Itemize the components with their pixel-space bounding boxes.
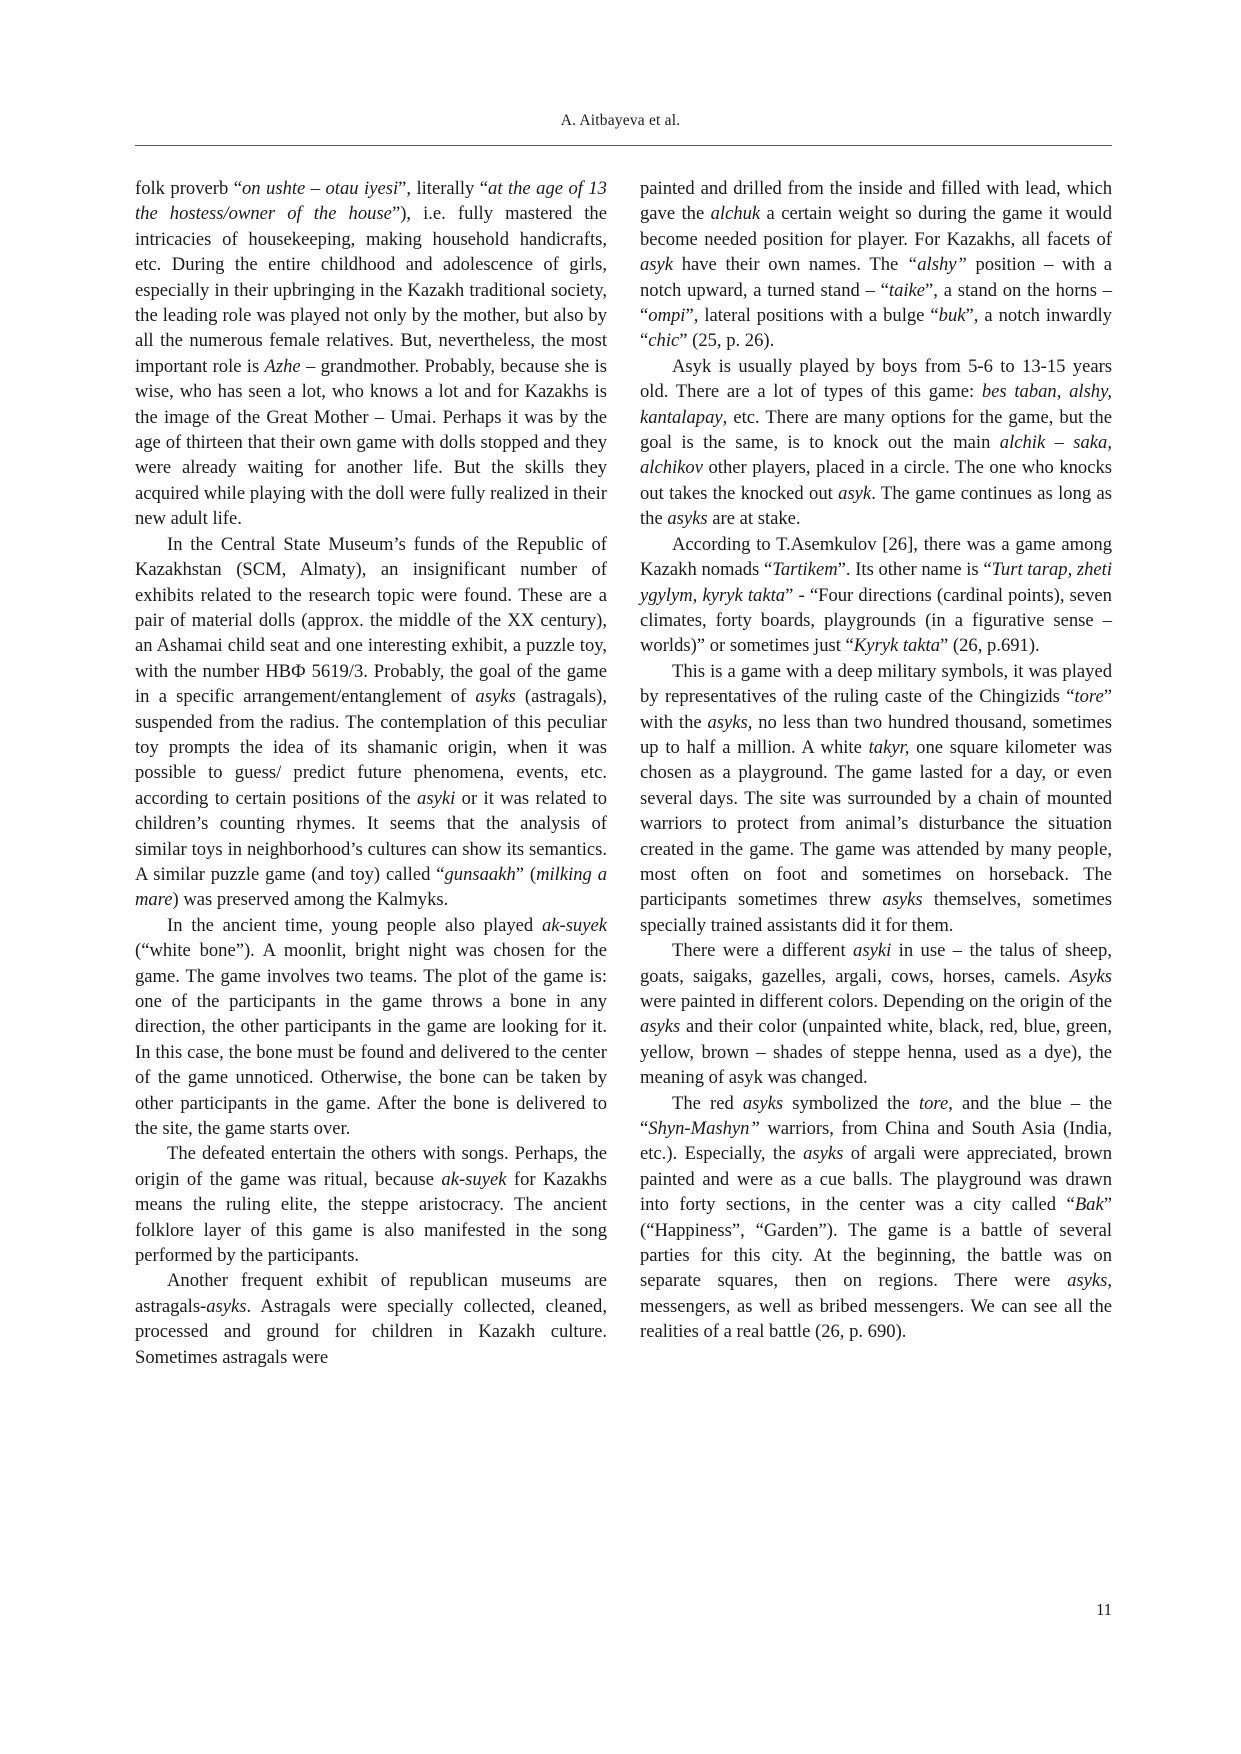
italic-text: Kyryk takta (853, 635, 941, 657)
body-text: ”, literally “ (398, 178, 489, 199)
body-text: According to T.Asemkulov [26], there was a game among Kazakh nomads “ (640, 533, 1112, 581)
body-text: There were a different (672, 940, 854, 962)
right-text-column (640, 176, 1112, 1345)
body-text: ”. Its other name is “ (837, 559, 992, 581)
italic-text: asyks (640, 1016, 681, 1038)
italic-text: asyks (882, 889, 923, 911)
body-text: This is a game with a deep military symbols, it was played by representatives of the ruling caste of the Chingizids “ (640, 660, 1112, 708)
italic-text: tore (918, 1092, 949, 1114)
body-text: a certain weight so during the game it would become needed position for player. For Kazakhs, all facets of (640, 203, 1112, 250)
body-text: ”), i.e. fully mastered the intricacies of housekeeping, making household handicrafts, etc. During the entire childhood and adolescence of girls, especially in their upbringing in the Kazakh traditional society, the leading role was played not only by the mother, but also by all the numerous female relatives. But, nevertheless, the most important role is (135, 203, 607, 377)
italic-text: gunsaakh (444, 863, 516, 885)
italic-text: asyki (853, 940, 892, 962)
italic-text: Shyn-Mashyn” (648, 1118, 760, 1140)
body-text: ”, a notch inwardly “ (640, 305, 1112, 352)
italic-text: Asyks (1069, 965, 1112, 987)
italic-text: asyks (1067, 1270, 1108, 1292)
header-rule (135, 145, 1112, 146)
italic-text: asyks (742, 1092, 784, 1114)
italic-text: alchik – saka, alchikov (640, 432, 1112, 479)
italic-text: ompi (648, 305, 686, 327)
italic-text: asyk (640, 254, 674, 276)
italic-text: asyks (667, 508, 708, 530)
body-text: and their color (unpainted white, black, red, blue, green, yellow, brown – shades of steppe henna, used as a dye), the meaning of asyk was changed. (640, 1016, 1112, 1089)
right-column-paragraph (640, 659, 1112, 938)
body-text: Asyk is usually played by boys from 5-6 to 13-15 years old. There are a lot of types of this game: (640, 355, 1112, 403)
body-text: for Kazakhs means the ruling elite, the steppe aristocracy. The ancient folklore layer of this game is also manifested in the song performed by the participants. (135, 1168, 607, 1267)
right-column-paragraph (640, 354, 1112, 532)
body-text: The defeated entertain the others with songs. Perhaps, the origin of the game was ritual, because (135, 1143, 607, 1190)
italic-text: ak-suyek (541, 914, 607, 936)
italic-text: alchuk (710, 203, 761, 225)
italic-text: Bak (1074, 1194, 1104, 1216)
body-text: position – with a notch upward, a turned stand – “ (640, 254, 1112, 301)
body-text: ) was preserved among the Kalmyks. (172, 889, 449, 911)
left-column-paragraph (135, 1141, 607, 1268)
body-text: have their own names. The (673, 254, 907, 276)
italic-text: asyks (206, 1295, 247, 1317)
body-text: painted and drilled from the inside and filled with lead, which gave the (640, 178, 1112, 225)
italic-text: ak-suyek (441, 1168, 507, 1190)
body-text: warriors, from China and South Asia (India, etc.). Especially, the (640, 1118, 1112, 1165)
right-column-paragraph (640, 176, 1112, 354)
italic-text: bes taban, alshy, kantalapay (640, 381, 1112, 428)
italic-text: asyki (417, 787, 456, 809)
italic-text: asyks (803, 1143, 844, 1165)
italic-text: “alshy” (906, 254, 967, 276)
right-column-paragraph (640, 938, 1112, 1090)
italic-text: on ushte – otau iyesi (241, 178, 399, 199)
body-text: Another frequent exhibit of republican museums are astragals- (135, 1270, 607, 1317)
body-text: no less than two hundred thousand, sometimes up to half a million. A white (640, 711, 1112, 758)
italic-text: chic (648, 330, 680, 352)
left-column-paragraph (135, 176, 607, 532)
body-text: , and the blue – the “ (640, 1092, 1112, 1140)
body-text: – grandmother. Probably, because she is wise, who has seen a lot, who knows a lot and for Kazakhs is the image of the Great Mother – Umai. Perhaps it was by the age of thirteen that their own game with dolls stopped and they were already waiting for another life. But the skills they acquired while playing with the doll were fully realized in their new adult life. (135, 355, 607, 530)
body-text: or it was related to children’s counting rhymes. It seems that the analysis of similar toys in neighborhood’s cultures can show its semantics. A similar puzzle game (and toy) called “ (135, 787, 607, 885)
body-text: ” (“Happiness”, “Garden”). The game is a battle of several parties for this city. At the beginning, the battle was on separate squares, then on regions. There were (640, 1194, 1112, 1292)
page-number: 11 (1096, 1600, 1112, 1619)
italic-text: asyks, (707, 711, 753, 733)
body-text: ”, lateral positions with a bulge “ (685, 305, 939, 327)
italic-text: at the age of 13 the hostess/owner of the house (135, 178, 607, 225)
italic-text: tore (1074, 686, 1104, 708)
body-text: . Astragals were specially collected, cleaned, processed and ground for children in Kazakh culture. Sometimes astragals were (135, 1295, 607, 1368)
body-text: (“white bone”). A moonlit, bright night was chosen for the game. The game involves two teams. The plot of the game is: one of the participants in the game throws a bone in any direction, the other participants in the game are looking for it. In this case, the bone must be found and delivered to the center of the game unnoticed. Otherwise, the bone can be taken by other participants in the game. After the bone is delivered to the site, the game starts over. (135, 940, 607, 1140)
body-text: ” - “Four directions (cardinal points), seven climates, forty boards, playgrounds (in a figurative sense – worlds)” or sometimes just “ (640, 584, 1112, 657)
body-text: other players, placed in a circle. The one who knocks out takes the knocked out (640, 457, 1112, 504)
left-column-paragraph (135, 913, 607, 1142)
body-text: themselves, sometimes specially trained assistants did it for them. (640, 889, 1112, 936)
body-text: of argali were appreciated, brown painted and were as a cue balls. The playground was drawn into forty sections, in the center was a city called “ (640, 1143, 1112, 1216)
body-text: ”, a stand on the horns – “ (640, 279, 1112, 327)
body-text: one square kilometer was chosen as a playground. The game lasted for a day, or even several days. The site was surrounded by a chain of mounted warriors to protect from animal’s disturbance the situation created in the game. The game was attended by many people, most often on foot and sometimes on horseback. The participants sometimes threw (640, 736, 1112, 911)
body-text: are at stake. (707, 508, 801, 530)
body-text: ” (25, p. 26). (679, 330, 775, 352)
italic-text: milking a mare (135, 863, 608, 911)
body-text: (astragals), suspended from the radius. The contemplation of this peculiar toy prompts the idea of its shamanic origin, when it was possible to guess/ predict future phenomena, events, etc. according to certain positions of the (135, 686, 607, 809)
body-text: in use – the talus of sheep, goats, saigaks, gazelles, argali, cows, horses, camels. (640, 940, 1112, 987)
body-text: , etc. There are many options for the game, but the goal is the same, is to knock out the main (640, 406, 1112, 454)
italic-text: takyr, (868, 736, 910, 758)
body-text: ” (26, p.691). (940, 635, 1040, 657)
italic-text: Turt tarap, zheti ygylym, kyryk takta (640, 559, 1112, 606)
body-text: ” with the (640, 686, 1112, 733)
body-text: were painted in different colors. Depending on the origin of the (640, 991, 1112, 1012)
body-text: . The game continues as long as the (640, 482, 1113, 530)
italic-text: Azhe (264, 355, 301, 377)
left-column-paragraph (135, 532, 607, 913)
left-text-column (135, 176, 607, 1370)
italic-text: buk (938, 305, 966, 327)
body-text: In the Central State Museum’s funds of the Republic of Kazakhstan (SCM, Almaty), an insignificant number of exhibits related to the research topic were found. These are a pair of material dolls (approx. the middle of the XX century), an Ashamai child seat and one interesting exhibit, a puzzle toy, with the number НВФ 5619/3. Probably, the goal of the game in a specific arrangement/entanglement of (135, 533, 607, 708)
right-column-paragraph (640, 532, 1112, 659)
running-head: A. Aitbayeva et al. (560, 112, 681, 129)
body-text: , messengers, as well as bribed messengers. We can see all the realities of a real battle (26, p. 690). (640, 1270, 1112, 1343)
italic-text: asyks (475, 686, 516, 708)
body-text: ” ( (515, 863, 537, 885)
body-text: In the ancient time, young people also played (167, 914, 542, 936)
left-column-paragraph (135, 1268, 607, 1370)
right-column-paragraph (640, 1091, 1112, 1345)
italic-text: Tartikem (772, 559, 838, 581)
body-text: symbolized the (783, 1092, 919, 1114)
body-text: folk proverb “ (135, 178, 242, 199)
body-text: The red (672, 1092, 743, 1114)
italic-text: taike (888, 279, 926, 301)
italic-text: asyk (838, 482, 872, 504)
